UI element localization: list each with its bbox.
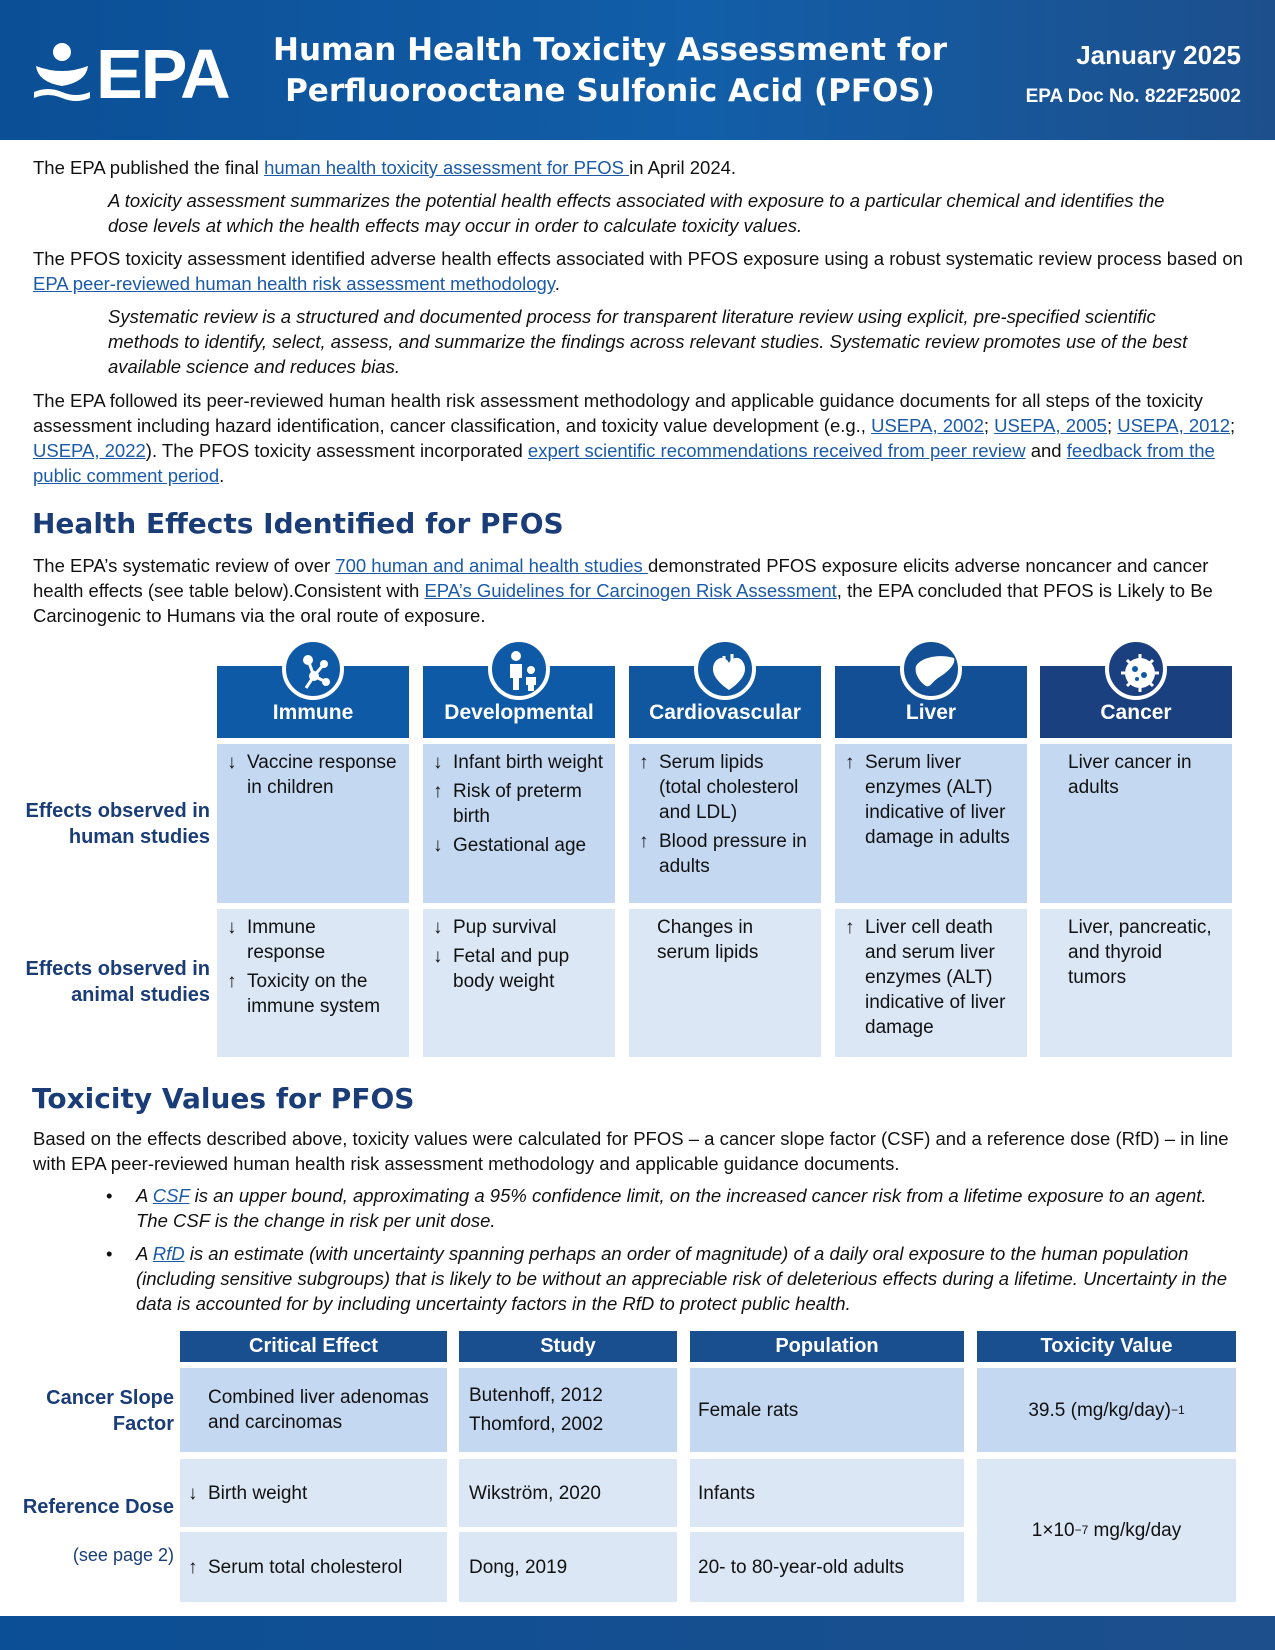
immune-human-effects — [217, 744, 409, 903]
down-arrow-icon: ↓ — [227, 752, 237, 773]
publication-date: January 2025 — [1076, 40, 1241, 70]
epa-logo — [32, 35, 229, 113]
col-header-label: Liver — [905, 701, 957, 724]
systematic-review-definition: Systematic review is a structured and documented process for transparent literature review using explicit, pre-specified scientific methods to identify, select, assess, and summarize the findings across relevant studies. Systematic review promotes use of the best available science and reduces bias. — [108, 306, 1188, 377]
usepa-2022-link[interactable]: USEPA, 2022 — [33, 440, 146, 461]
effect-text: Fetal and pup body weight — [453, 946, 570, 992]
toxicity-assessment-link[interactable]: human health toxicity assessment for PFOS — [264, 157, 630, 178]
effect-text: Liver, pancreatic, and thyroid tumors — [1068, 917, 1212, 988]
up-arrow-icon: ↑ — [845, 917, 855, 938]
document-number: EPA Doc No. 822F25002 — [1025, 86, 1241, 107]
csf-critical-effect: Combined liver adenomas and carcinomas — [180, 1368, 447, 1452]
up-arrow-icon: ↑ — [188, 1556, 198, 1578]
heart-icon — [694, 638, 756, 700]
effect-text: Gestational age — [453, 835, 587, 856]
health-effects-heading: Health Effects Identified for PFOS — [32, 507, 564, 540]
effect-item — [1050, 915, 1222, 990]
effect-item — [227, 750, 399, 800]
rfd-see-page-note: (see page 2) — [72, 1545, 174, 1565]
effect-text: Liver cancer in adults — [1068, 752, 1192, 798]
title-line-1: Human Health Toxicity Assessment for — [273, 32, 947, 68]
document-title — [240, 30, 980, 112]
down-arrow-icon: ↓ — [433, 835, 443, 856]
rfd-population-2: 20- to 80-year-old adults — [690, 1532, 964, 1602]
down-arrow-icon: ↓ — [433, 946, 443, 967]
carcinogen-guidelines-link[interactable]: EPA’s Guidelines for Carcinogen Risk Assessment — [424, 580, 837, 601]
col-header-label: Immune — [272, 701, 354, 724]
public-comment-link[interactable]: feedback from the public comment period — [33, 440, 1215, 486]
up-arrow-icon: ↑ — [639, 831, 649, 852]
health-effects-paragraph: The EPA’s systematic review of over 700 human and animal health studies demonstrated PFOS exposure elicits adverse noncancer and cancer health effects (see table below).Consistent with EPA’s Guidelines for Carcinogen Risk Assessment, the EPA concluded that PFOS is Likely to Be Carcinogenic to Humans via the oral route of exposure. — [33, 555, 1213, 626]
csf-link[interactable]: CSF — [152, 1185, 190, 1206]
toxicity-values-heading: Toxicity Values for PFOS — [32, 1082, 415, 1115]
epa-flower-icon — [32, 42, 92, 104]
studies-link[interactable]: 700 human and animal health studies — [335, 555, 648, 576]
effect-item — [433, 915, 605, 940]
effect-text: Risk of preterm birth — [453, 781, 582, 827]
csf-study-2: Thomford, 2002 — [469, 1414, 604, 1435]
up-arrow-icon: ↑ — [639, 752, 649, 773]
peer-review-link[interactable]: expert scientific recommendations received from peer review — [527, 440, 1026, 461]
methodology-link[interactable]: EPA peer-reviewed human health risk assessment methodology — [33, 273, 555, 294]
cancer-human-effects — [1040, 744, 1232, 903]
effect-item — [227, 969, 399, 1019]
liver-human-effects — [835, 744, 1027, 903]
parent-child-icon — [488, 638, 550, 700]
effect-text: Toxicity on the immune system — [247, 971, 381, 1017]
rfd-critical-effect-1: ↓ Birth weight — [180, 1459, 447, 1527]
intro-paragraph-1: The EPA published the final human health toxicity assessment for PFOS in April 2024. — [33, 157, 737, 178]
developmental-animal-effects — [423, 909, 615, 1057]
effect-item — [845, 915, 1017, 1040]
effect-item — [433, 944, 605, 994]
effect-text: Immune response — [247, 917, 326, 963]
col-header-label: Cardiovascular — [649, 701, 801, 724]
usepa-2002-link[interactable]: USEPA, 2002 — [871, 415, 984, 436]
rfd-study-2: Dong, 2019 — [459, 1532, 677, 1602]
row-label-rfd: Reference Dose — [22, 1496, 174, 1518]
rfd-toxicity-value: 1×10 −7 mg/kg/day — [977, 1459, 1236, 1602]
effect-item — [639, 750, 811, 825]
immune-animal-effects — [217, 909, 409, 1057]
row-label-human: Effects observed in human studies — [25, 800, 210, 848]
effect-text: Serum lipids (total cholesterol and LDL) — [659, 752, 799, 823]
effect-text: Pup survival — [453, 917, 557, 938]
effect-item — [845, 750, 1017, 850]
csf-toxicity-value: 39.5 (mg/kg/day) −1 — [977, 1368, 1236, 1452]
effect-item — [1050, 750, 1222, 800]
liver-icon — [900, 638, 962, 700]
down-arrow-icon: ↓ — [433, 917, 443, 938]
intro-paragraph-2: The PFOS toxicity assessment identified adverse health effects associated with PFOS exposure using a robust systematic review process based on EPA peer-reviewed human health risk assessment methodology. — [33, 248, 1243, 294]
csf-bullet: • A CSF is an upper bound, approximating a 95% confidence limit, on the increased cancer risk from a lifetime exposure to an agent. The CSF is the change in risk per unit dose. — [106, 1185, 1207, 1231]
effect-item — [433, 779, 605, 829]
col-header-label: Developmental — [444, 701, 594, 724]
cardiovascular-human-effects — [629, 744, 821, 903]
epa-wordmark: EPA — [96, 35, 229, 113]
rfd-critical-effect-2: ↑ Serum total cholesterol — [180, 1532, 447, 1602]
effect-text: Changes in serum lipids — [657, 917, 759, 963]
row-label-animal: Effects observed in animal studies — [25, 958, 210, 1006]
effect-text: Serum liver enzymes (ALT) indicative of liver damage in adults — [865, 752, 1010, 848]
effect-text: Liver cell death and serum liver enzymes (ALT) indicative of liver damage — [865, 917, 1006, 1038]
developmental-human-effects — [423, 744, 615, 903]
cancer-cell-icon — [1105, 638, 1167, 700]
effect-item — [433, 750, 605, 775]
usepa-2005-link[interactable]: USEPA, 2005 — [994, 415, 1107, 436]
rfd-link[interactable]: RfD — [152, 1243, 185, 1264]
down-arrow-icon: ↓ — [227, 917, 237, 938]
toxicity-assessment-definition: A toxicity assessment summarizes the potential health effects associated with exposure to a particular chemical and identifies the dose levels at which the health effects may occur in order to calculate toxicity values. — [108, 190, 1165, 236]
usepa-2012-link[interactable]: USEPA, 2012 — [1117, 415, 1230, 436]
effect-text: Vaccine response in children — [247, 752, 397, 798]
up-arrow-icon: ↑ — [845, 752, 855, 773]
toxicity-paragraph: Based on the effects described above, toxicity values were calculated for PFOS – a cancer slope factor (CSF) and a reference dose (RfD) – in line with EPA peer-reviewed human health risk assessment methodology and applicable guidance documents. — [33, 1128, 1229, 1174]
col-header-label: Cancer — [1100, 701, 1172, 724]
rfd-study-1: Wikström, 2020 — [459, 1459, 677, 1527]
rfd-population-1: Infants — [690, 1459, 964, 1527]
effect-item — [433, 833, 605, 858]
csf-study-1: Butenhoff, 2012 — [469, 1385, 603, 1406]
effect-item — [639, 915, 811, 965]
intro-paragraph-3: The EPA followed its peer-reviewed human health risk assessment methodology and applicable guidance documents for all steps of the toxicity assessment including hazard identification, cancer classification, and toxicity value development (e.g., USEPA, 2002; USEPA, 2005; USEPA, 2012; USEPA, 2022). The PFOS toxicity assessment incorporated expert scientific recommendations received from peer review and feedback from the public comment period. — [33, 390, 1236, 486]
effect-text: Blood pressure in adults — [659, 831, 807, 877]
spacer — [1050, 915, 1068, 990]
spacer — [639, 915, 657, 965]
cancer-animal-effects — [1040, 909, 1232, 1057]
effect-text: Infant birth weight — [453, 752, 603, 773]
rfd-bullet: • A RfD is an estimate (with uncertainty spanning perhaps an order of magnitude) of a daily oral exposure to the human population (including sensitive subgroups) that is likely to be without an appreciable risk of deleterious effects during a lifetime. Uncertainty in the data is accounted for by including uncertainty factors in the RfD to protect public health. — [106, 1243, 1228, 1314]
up-arrow-icon: ↑ — [227, 971, 237, 992]
col-header-study: Study — [459, 1331, 677, 1362]
csf-population: Female rats — [690, 1368, 964, 1452]
page-header — [0, 0, 1275, 140]
spacer — [1050, 750, 1068, 800]
effect-item — [227, 915, 399, 965]
effect-item — [639, 829, 811, 879]
col-header-population: Population — [690, 1331, 964, 1362]
down-arrow-icon: ↓ — [433, 752, 443, 773]
cardiovascular-animal-effects — [629, 909, 821, 1057]
col-header-toxicity-value: Toxicity Value — [977, 1331, 1236, 1362]
csf-study — [459, 1368, 677, 1452]
row-label-csf: Cancer Slope Factor — [46, 1387, 174, 1435]
liver-animal-effects — [835, 909, 1027, 1057]
title-line-2: Perfluorooctane Sulfonic Acid (PFOS) — [285, 73, 935, 109]
immune-icon — [282, 638, 344, 700]
col-header-critical-effect: Critical Effect — [180, 1331, 447, 1362]
up-arrow-icon: ↑ — [433, 781, 443, 802]
down-arrow-icon: ↓ — [188, 1482, 198, 1504]
page-footer-bar — [0, 1616, 1275, 1650]
